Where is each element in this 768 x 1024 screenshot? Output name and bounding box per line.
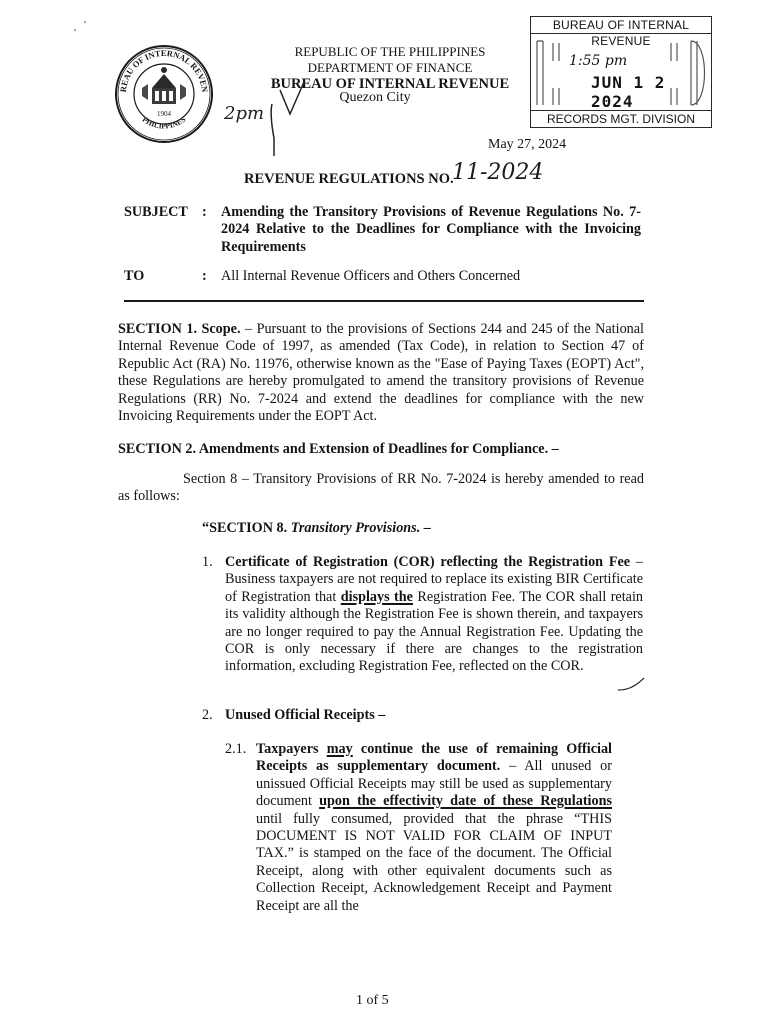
item-1-title: Certificate of Registration (COR) reflecting the Registration Fee xyxy=(225,554,631,570)
section-8-italic: Transitory Provisions. – xyxy=(290,520,431,536)
section-1-body: – Pursuant to the provisions of Sections 244 and 245 of the National Internal Revenue Code of 1997, as amended (Tax Code), in relation to Section 47 of Republic Act (RA) No. 11976, otherwise known as the "Ease of Paying Taxes (EOPT) Act", these Regulations are hereby promulgated to amend the transitory provisions of Revenue Regulations (RR) No. 7-2024 and extend the deadlines for compliance with the new Invoicing Requirements under the EOPT Act. xyxy=(118,321,644,425)
item-2-title: Unused Official Receipts – xyxy=(225,707,386,723)
regulation-number: 11-2024 xyxy=(452,160,544,185)
item-2-1-number: 2.1. xyxy=(225,741,247,757)
section-8-label: “SECTION 8. xyxy=(202,520,288,536)
city-line: Quezon City xyxy=(339,90,411,105)
item-1-text-a: – Business taxpayers are not required to replace its existing BIR Certificate of Registration that xyxy=(225,554,643,605)
received-stamp xyxy=(530,16,712,128)
bureau-line: BUREAU OF INTERNAL REVENUE xyxy=(270,76,510,92)
stamp-time: 1:55 pm xyxy=(569,53,628,69)
subject-label: SUBJECT xyxy=(124,204,188,220)
page-number: 1 of 5 xyxy=(356,993,389,1008)
section-8-heading xyxy=(202,520,431,537)
subject-text: Amending the Transitory Provisions of Revenue Regulations No. 7-2024 Relative to the Deadlines for Compliance with the Invoicing Requirements xyxy=(221,204,641,255)
svg-text:BUREAU OF INTERNAL REVENUE: REAU OF INTERNAL REVEN xyxy=(117,47,211,93)
document-date: May 27, 2024 xyxy=(488,137,567,152)
item-1-underlined: displays the xyxy=(340,588,413,605)
section-1-heading: SECTION 1. Scope. xyxy=(118,321,241,337)
handwritten-tick-mark xyxy=(616,676,646,696)
regulation-title: REVENUE REGULATIONS NO. xyxy=(244,171,454,187)
item-1-text-b: Registration Fee. The COR shall retain its validity although the Registration Fee is shown therein, and taxpayers are no longer required to pay the Annual Registration Fee. Updating the COR is only necessary if there are changes to the registration information, excluding Registration Fee, reflected on the COR. xyxy=(225,588,643,675)
handwritten-marks xyxy=(60,10,320,170)
republic-line: REPUBLIC OF THE PHILIPPINES xyxy=(294,44,486,59)
section-1-scope xyxy=(118,321,644,425)
item-2-1-underlined: upon the effectivity date of these Regulations xyxy=(319,793,612,810)
item-2-1-may: may xyxy=(326,741,353,757)
handwritten-time-note: 2pm xyxy=(224,103,265,124)
section-2-body: Section 8 – Transitory Provisions of RR No. 7-2024 is hereby amended to read as follows: xyxy=(118,471,644,505)
to-colon: : xyxy=(202,268,207,284)
item-2-1-text-b: until fully consumed, provided that the phrase “THIS DOCUMENT IS NOT VALID FOR CLAIM OF INPUT TAX.” is stamped on the face of the document. The Official Receipt, along with other equivalent documents such as Collection Receipt, Acknowledgement Receipt and Payment Receipt are all the xyxy=(256,810,612,914)
to-label: TO xyxy=(124,268,145,284)
item-1-number: 1. xyxy=(202,554,213,570)
item-2-1-title-b: continue the use of remaining Official Receipts as supplementary document. xyxy=(256,741,612,775)
stamp-date: JUN 1 2 2024 xyxy=(591,73,666,111)
item-2-1-text-a: – All unused or unissued Official Receipts may still be used as supplementary document xyxy=(256,758,613,810)
item-2-number: 2. xyxy=(202,707,213,723)
to-text: All Internal Revenue Officers and Others Concerned xyxy=(221,268,521,284)
department-line: DEPARTMENT OF FINANCE xyxy=(307,60,473,75)
item-1-cor xyxy=(225,554,643,676)
item-2-1-official-receipts xyxy=(256,741,612,915)
svg-text:1904: 1904 xyxy=(157,110,171,118)
subject-colon: : xyxy=(202,204,207,220)
divider-rule xyxy=(124,300,644,302)
svg-text:PHILIPPINES: PHILIPPINES xyxy=(140,114,188,131)
stamp-office: BUREAU OF INTERNAL REVENUE xyxy=(531,17,711,34)
item-2-1-title-a: Taxpayers xyxy=(256,741,327,757)
section-2-heading: SECTION 2. Amendments and Extension of Deadlines for Compliance. – xyxy=(118,441,559,457)
stamp-division: RECORDS MGT. DIVISION xyxy=(531,110,711,127)
